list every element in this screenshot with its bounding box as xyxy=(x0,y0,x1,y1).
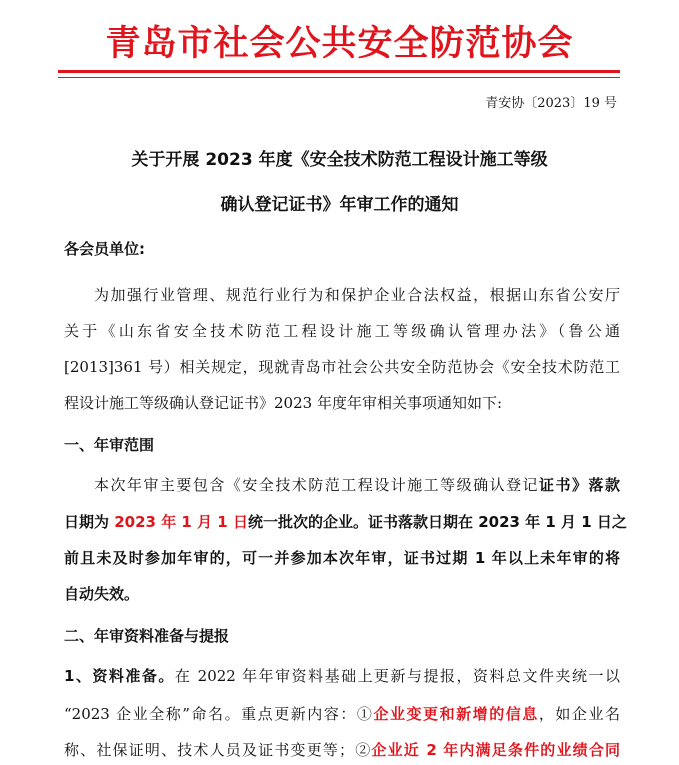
intro-line4: 程设计施工等级确认登记证书》2023 年度年审相关事项通知如下: xyxy=(64,394,502,412)
letterhead-rule-thick xyxy=(58,70,620,73)
section1-line2 xyxy=(64,511,627,532)
letterhead-rule-thin xyxy=(58,77,620,78)
section2-heading: 二、年审资料准备与提报 xyxy=(64,627,230,645)
section1-line4: 自动失效。 xyxy=(64,585,140,603)
section1-heading: 一、年审范围 xyxy=(64,436,155,454)
document-number: 青安协〔2023〕19 号 xyxy=(485,96,617,111)
section1-line1-bold: 证书》落款 xyxy=(539,476,620,494)
section2-p1-line2 xyxy=(64,703,620,724)
salutation: 各会员单位: xyxy=(64,240,145,258)
section1-line3: 前且未及时参加年审的，可一并参加本次年审，证书过期 1 年以上未年审的将 xyxy=(64,549,620,567)
notice-title-line1: 关于开展 2023 年度《安全技术防范工程设计施工等级 xyxy=(131,150,548,170)
highlight-performance-contracts: 企业近 2 年内满足条件的业绩合同 xyxy=(371,741,620,759)
section2-p1-line2-text-b: ，如企业名 xyxy=(538,705,620,723)
intro-line2: 关于《山东省安全技术防范工程设计施工等级确认管理办法》（鲁公通 xyxy=(64,322,620,340)
section2-p1-line3-text: 称、社保证明、技术人员及证书变更等；② xyxy=(64,741,372,759)
effective-date: 2023 年 1 月 1 日 xyxy=(114,513,248,531)
section2-p1-line2-text-a: “2023 企业全称”命名。重点更新内容：① xyxy=(64,705,374,723)
section1-line2-text-b: 统一批次的企业。证书落款日期在 2023 年 1 月 1 日之 xyxy=(247,513,627,531)
notice-title-line2: 确认登记证书》年审工作的通知 xyxy=(220,195,459,215)
section2-p1-line1 xyxy=(64,665,620,686)
intro-line3: [2013]361 号）相关规定，现就青岛市社会公共安全防范协会《安全技术防范工 xyxy=(64,358,620,376)
intro-line1: 为加强行业管理、规范行业行为和保护企业合法权益，根据山东省公安厅 xyxy=(94,286,620,304)
section1-line1-text: 本次年审主要包含《安全技术防范工程设计施工等级确认登记 xyxy=(94,476,540,494)
highlight-enterprise-changes: 企业变更和新增的信息 xyxy=(373,705,539,723)
section2-p1-line3 xyxy=(64,739,620,760)
section1-line1 xyxy=(64,474,620,495)
section1-line2-text-a: 日期为 xyxy=(64,513,115,531)
section2-p1-line1-text: 在 2022 年年审资料基础上更新与提报，资料总文件夹统一以 xyxy=(174,667,620,685)
section2-p1-label: 1、资料准备。 xyxy=(64,667,175,685)
letterhead-org-name: 青岛市社会公共安全防范协会 xyxy=(105,23,574,64)
